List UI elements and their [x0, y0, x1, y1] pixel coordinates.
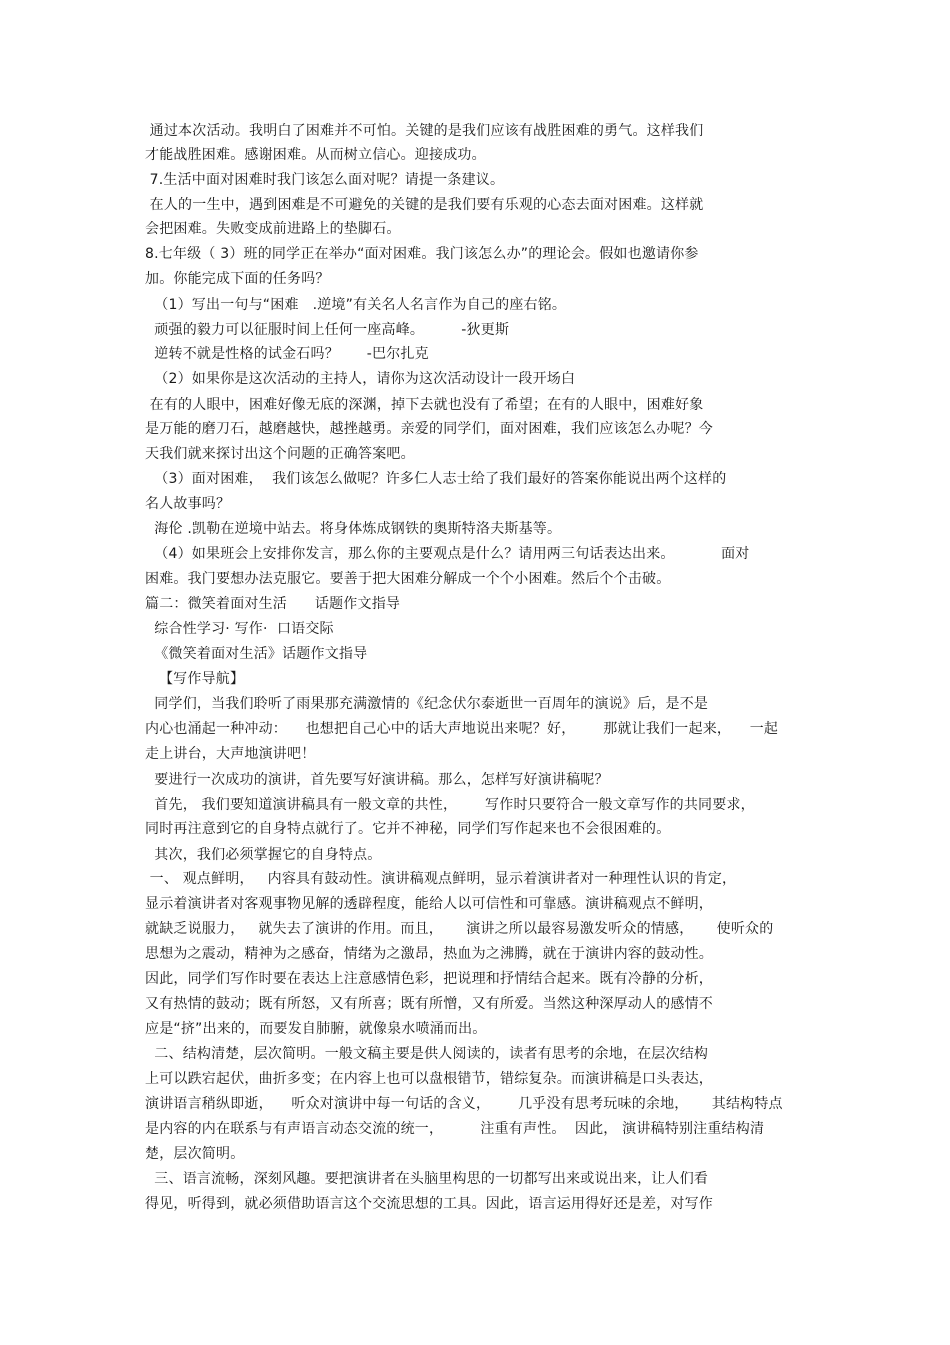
- text-line: 因此，同学们写作时要在表达上注意感情色彩，把说理和抒情结合起来。既有冷静的分析，: [145, 971, 713, 987]
- text-line: 才能战胜困难。感谢困难。从而树立信心。迎接成功。: [145, 147, 486, 163]
- text-line: 走上讲台，大声地演讲吧！: [145, 746, 316, 762]
- text-line: 8.七年级（ 3）班的同学正在举办“面对困难。我门该怎么办”的理论会。假如也邀请你参: [145, 246, 699, 262]
- text-line: 7.生活中面对困难时我门该怎么面对呢？请提一条建议。: [145, 172, 505, 188]
- text-line: 同学们，当我们聆听了雨果那充满激情的《纪念伏尔泰逝世一百周年的演说》后，是不是: [145, 696, 709, 712]
- text-line: 就缺乏说服力， 就失去了演讲的作用。而且， 演讲之所以最容易激发听众的情感， 使听众的: [145, 921, 774, 937]
- text-line: 【写作导航】: [145, 671, 245, 687]
- text-line: 《微笑着面对生活》话题作文指导: [145, 646, 368, 662]
- text-line: （1）写出一句与“困难 .逆境”有关名人名言作为自己的座右铭。: [145, 297, 567, 313]
- text-line: 同时再注意到它的自身特点就行了。它并不神秘，同学们写作起来也不会很困难的。: [145, 821, 671, 837]
- text-line: 名人故事吗？: [145, 496, 231, 512]
- text-line: （3）面对困难， 我们该怎么做呢？许多仁人志士给了我们最好的答案你能说出两个这样的: [145, 471, 727, 487]
- text-line: 上可以跌宕起伏，曲折多变；在内容上也可以盘根错节，错综复杂。而演讲稿是口头表达，: [145, 1071, 713, 1087]
- text-line: 困难。我门要想办法克服它。要善于把大困难分解成一个个小困难。然后个个击破。: [145, 571, 671, 587]
- text-line: 在有的人眼中，困难好像无底的深渊，掉下去就也没有了希望；在有的人眼中，困难好象: [145, 397, 704, 413]
- text-line: 楚，层次简明。: [145, 1146, 245, 1162]
- text-line: 综合性学习· 写作· 口语交际: [145, 621, 334, 637]
- text-line: 显示着演讲者对客观事物见解的透辟程度，能给人以可信性和可靠感。演讲稿观点不鲜明，: [145, 896, 713, 912]
- section-heading: 篇二：微笑着面对生活 话题作文指导: [145, 596, 401, 612]
- text-line: （2）如果你是这次活动的主持人，请你为这次活动设计一段开场白: [145, 371, 576, 387]
- text-line: 二、结构清楚，层次简明。一般文稿主要是供人阅读的，读者有思考的余地，在层次结构: [145, 1046, 709, 1062]
- text-line: 一、 观点鲜明， 内容具有鼓动性。演讲稿观点鲜明，显示着演讲者对一种理性认识的肯定，: [145, 871, 737, 887]
- text-line: 首先， 我们要知道演讲稿具有一般文章的共性， 写作时只要符合一般文章写作的共同要求，: [145, 797, 755, 813]
- text-line: 在人的一生中，遇到困难是不可避免的关键的是我们要有乐观的心态去面对困难。这样就: [145, 197, 704, 213]
- text-line: 内心也涌起一种冲动： 也想把自己心中的话大声地说出来呢？好， 那就让我们一起来， 一起: [145, 721, 779, 737]
- text-line: 演讲语言稍纵即逝， 听众对演讲中每一句话的含义， 几乎没有思考玩味的余地， 其结构特点: [145, 1096, 783, 1112]
- text-line: 会把困难。失败变成前进路上的垫脚石。: [145, 221, 401, 237]
- text-line: 其次，我们必须掌握它的自身特点。: [145, 847, 382, 863]
- text-line: 顽强的毅力可以征服时间上任何一座高峰。 -狄更斯: [145, 322, 510, 338]
- text-line: 通过本次活动。我明白了困难并不可怕。关键的是我们应该有战胜困难的勇气。这样我们: [145, 123, 704, 139]
- text-line: 三、语言流畅，深刻风趣。要把演讲者在头脑里构思的一切都写出来或说出来，让人们看: [145, 1171, 709, 1187]
- text-line: （4）如果班会上安排你发言，那么你的主要观点是什么？请用两三句话表达出来。 面对: [145, 546, 750, 562]
- text-line: 又有热情的鼓动；既有所怒，又有所喜；既有所憎，又有所爱。当然这种深厚动人的感情不: [145, 996, 713, 1012]
- text-line: 天我们就来探讨出这个问题的正确答案吧。: [145, 446, 415, 462]
- text-line: 思想为之震动，精神为之感奋，情绪为之激昂，热血为之沸腾，就在于演讲内容的鼓动性。: [145, 946, 713, 962]
- text-line: 得见，听得到，就必须借助语言这个交流思想的工具。因此，语言运用得好还是差，对写作: [145, 1196, 713, 1212]
- text-line: 海伦 .凯勒在逆境中站去。将身体炼成钢铁的奥斯特洛夫斯基等。: [145, 521, 562, 537]
- text-line: 加。你能完成下面的任务吗？: [145, 271, 330, 287]
- text-line: 要进行一次成功的演讲，首先要写好演讲稿。那么，怎样写好演讲稿呢？: [145, 772, 609, 788]
- text-line: 是内容的内在联系与有声语言动态交流的统一， 注重有声性。 因此， 演讲稿特别注重结构清: [145, 1121, 765, 1137]
- text-line: 是万能的磨刀石，越磨越快，越挫越勇。亲爱的同学们，面对困难，我们应该怎么办呢？今: [145, 421, 713, 437]
- text-line: 应是“挤”出来的，而要发自肺腑，就像泉水喷涌而出。: [145, 1021, 487, 1037]
- text-line: 逆转不就是性格的试金石吗？ -巴尔扎克: [145, 346, 429, 362]
